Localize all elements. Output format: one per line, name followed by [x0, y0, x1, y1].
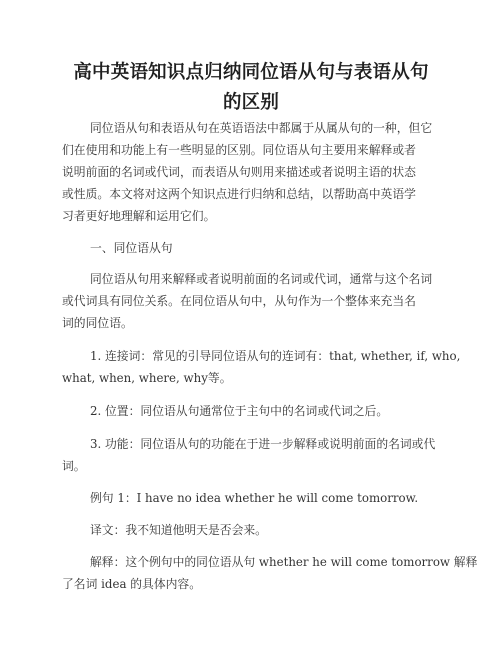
point-3-line-2: 词。 — [62, 459, 86, 473]
point-1-line-2: what, when, where, why等。 — [62, 371, 232, 385]
example-1-translation: 译文：我不知道他明天是否会来。 — [90, 523, 267, 537]
point-3-line-1: 3. 功能：同位语从句的功能在于进一步解释或说明前面的名词或代 — [90, 437, 436, 451]
document-title-line-2: 的区别 — [222, 92, 280, 113]
intro-line-1: 同位语从句和表语从句在英语语法中都属于从属从句的一种，但它 — [90, 121, 433, 135]
example-1-explanation-line-2: 了名词 idea 的具体内容。 — [62, 577, 202, 591]
appositive-para-line-3: 词的同位语。 — [62, 316, 133, 330]
example-1-explanation-line-1: 解释：这个例句中的同位语从句 whether he will come tomorrow 解释 — [90, 555, 478, 569]
appositive-para-line-1: 同位语从句用来解释或者说明前面的名词或代词，通常与这个名词 — [90, 272, 433, 286]
example-1-sentence: 例句 1：I have no idea whether he will come tomorrow. — [90, 491, 419, 505]
appositive-para-line-2: 或代词具有同位关系。在同位语从句中，从句作为一个整体来充当名 — [62, 294, 416, 308]
point-1-line-1: 1. 连接词：常见的引导同位语从句的连词有：that, whether, if, who, — [90, 349, 461, 363]
intro-line-2: 们在使用和功能上有一些明显的区别。同位语从句主要用来解释或者 — [62, 143, 416, 157]
point-2: 2. 位置：同位语从句通常位于主句中的名词或代词之后。 — [90, 404, 389, 418]
document-title-line-1: 高中英语知识点归纳同位语从句与表语从句 — [73, 62, 429, 83]
intro-line-4: 或性质。本文将对这两个知识点进行归纳和总结，以帮助高中英语学 — [62, 187, 416, 201]
section-heading-appositive: 一、同位语从句 — [90, 241, 173, 255]
intro-line-5: 习者更好地理解和运用它们。 — [62, 209, 216, 223]
intro-line-3: 说明前面的名词或代词，而表语从句则用来描述或者说明主语的状态 — [62, 165, 416, 179]
